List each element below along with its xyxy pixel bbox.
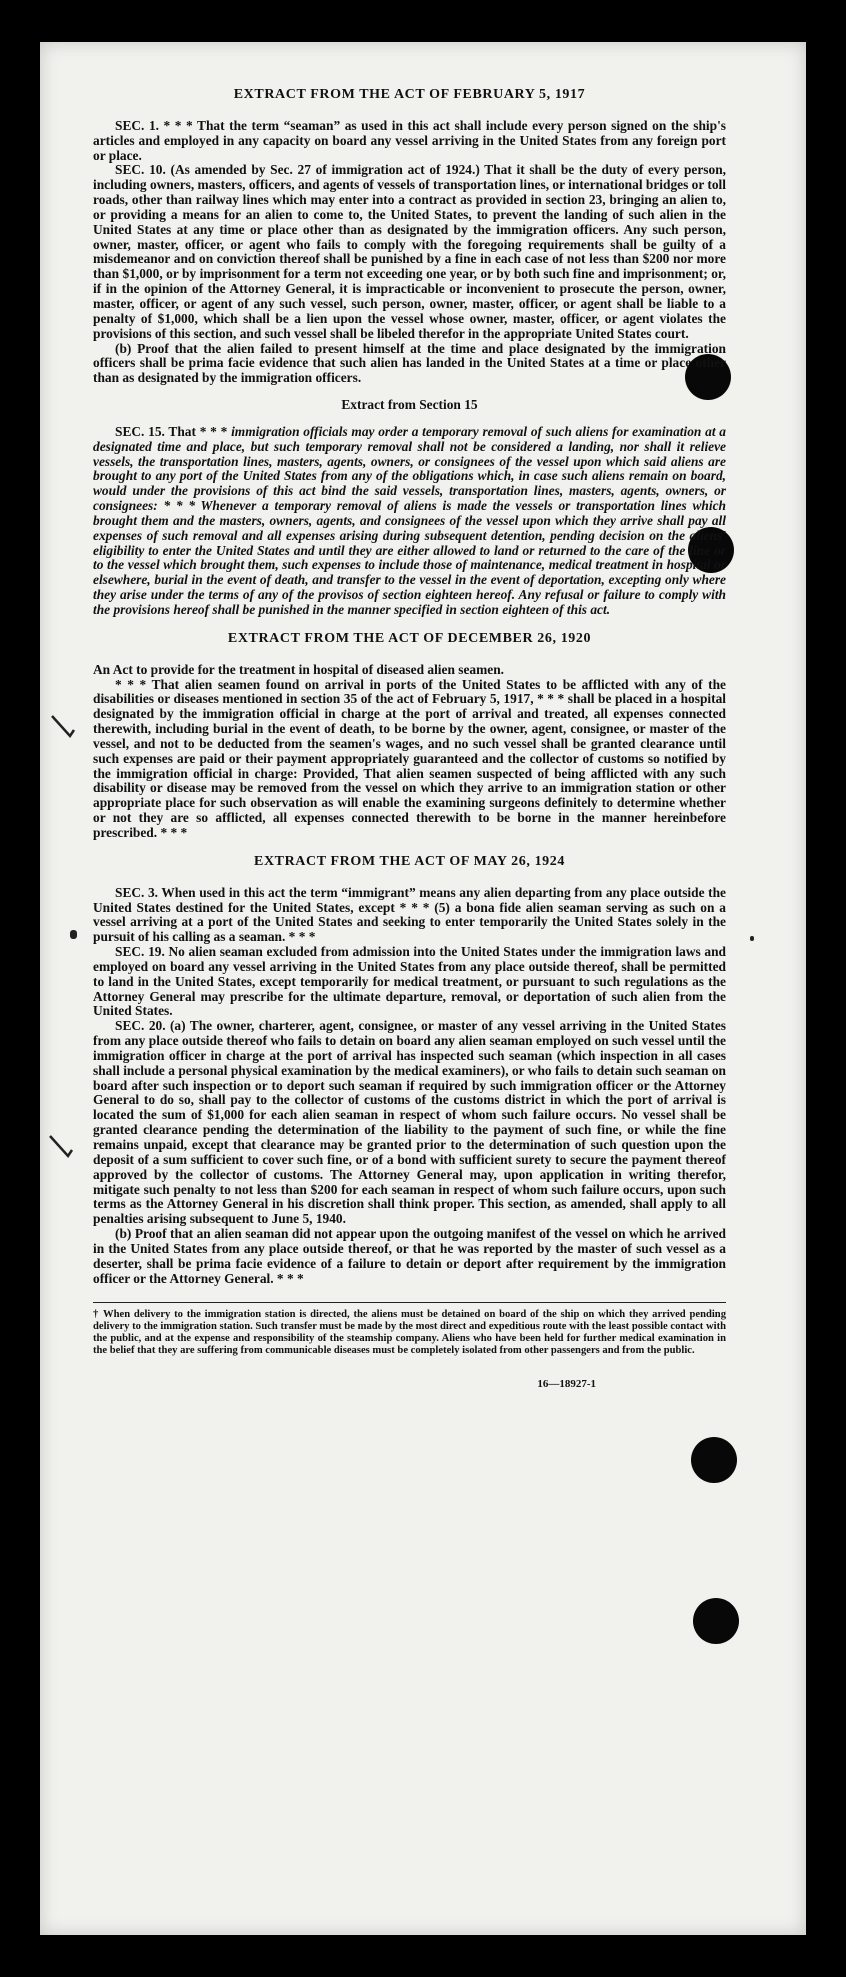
paragraph-1920-body: * * * That alien seamen found on arrival in ports of the United States to be afflicted with any of the disabilities or diseases mentioned in section 35 of the act of February 5, 1917, * * * shall be placed in a hospital designated by the immigration official in charge at the port of arrival and treated, all expenses connected therewith, including burial in the event of death, to be borne by the owner, agent, consignee, or master of the vessel, and not to be deducted from the seamen's wages, and no such vessel shall be granted clearance until such expenses are paid or their payment appropriately guaranteed and the collector of customs so notified by the immigration official in charge: Provided, That alien seamen suspected of being afflicted with any such disability or disease may be removed from the vessel on which they arrive to an immigration station or other appropriate place for such observation as will enable the examining surgeons definitely to determine whether or not they are so afflicted, all expenses connected therewith to be borne in the manner hereinbefore prescribed. * * * — [93, 676, 726, 840]
margin-mark — [750, 936, 754, 941]
margin-mark — [70, 930, 77, 939]
heading-act-1920: EXTRACT FROM THE ACT OF DECEMBER 26, 1920 — [227, 630, 592, 646]
sec-15-text: immigration officials may order a temporary removal of such aliens for examination at a designated time and place, but such temporary removal shall not be considered a landing, nor shall it relieve vessels, the transportation lines, masters, agents, owners, or consignees of the vessel upon which said aliens are brought to any port of the United States from any of the obligations which, in case such aliens remain on board, would under the provisions of this act bind the said vessels, transportation lines, masters, agents, owners, or consignees: * * * Whenever a temporary removal of aliens is made the vessels or transportation lines which brought them and the masters, owners, agents, and consignees of the vessel upon which they arrive shall pay all expenses of such removal and all expenses arising during subsequent detention, pending decision on the aliens' eligibility to enter the United States and until they are either allowed to land or returned to the care of the line or to the vessel which brought them, such expenses to include those of maintenance, medical treatment in hospital or elsewhere, burial in the event of death, and transfer to the vessel in the event of deportation, excepting only where they arise under the terms of any of the provisos of section eighteen hereof. Any refusal or failure to comply with the provisions hereof shall be punished in the manner specified in section eighteen of this act. — [93, 423, 726, 617]
paragraph-sec-20a: SEC. 20. (a) The owner, charterer, agent, consignee, or master of any vessel arriving in the United States from any place outside thereof who fails to detain on board any alien seaman employed on such vessel until the immigration officer in charge at the port of arrival has inspected such seaman (which inspection in all cases shall include a personal physical examination by the medical examiners), or who fails to detain such seaman on board after such inspection or to deport such seaman if required by such immigration officer or the Attorney General to do so, shall pay to the collector of customs of the customs district in which the port of arrival is located the sum of $1,000 for each alien seaman in respect of whom such failure occurs. No vessel shall be granted clearance pending the determination of the liability to the payment of such fine, or while the fine remains unpaid, except that clearance may be granted prior to the determination of such question upon the deposit of a sum sufficient to cover such fine, or of a bond with sufficient surety to secure the payment thereof approved by the collector of customs. The Attorney General may, upon application in writing therefor, mitigate such penalty to not less than $200 for each seaman in respect of whom such failure occurs, upon such terms as the Attorney General in his discretion shall think proper. This section, as amended, shall apply to all penalties arising subsequent to June 5, 1940. — [93, 1018, 726, 1227]
paragraph-1920-title: An Act to provide for the treatment in hospital of diseased alien seamen. — [93, 661, 505, 677]
footnote-divider — [93, 1302, 726, 1303]
margin-check-mark — [48, 1134, 76, 1164]
footnote: † When delivery to the immigration station is directed, the aliens must be detained on board of the ship on which they arrived pending delivery to the immigration station. Such transfer must be made by the most direct and expeditious route with the least possible contact with the public, and at the expense and responsibility of the steamship company. Aliens who have been held for further medical examination in the belief that they are suffering from communicable diseases must be completely isolated from other passengers and from the public. — [93, 1309, 726, 1357]
punch-hole — [691, 1437, 737, 1483]
paragraph-sec-1: SEC. 1. * * * That the term “seaman” as used in this act shall include every person signed on the ship's articles and employed in any capacity on board any vessel arriving in the United States from any foreign port or place. — [93, 117, 726, 163]
heading-act-1917: EXTRACT FROM THE ACT OF FEBRUARY 5, 1917 — [233, 87, 586, 102]
document-body — [93, 88, 726, 1392]
document-number: 16—18927-1 — [537, 1378, 596, 1391]
paragraph-sec-10: SEC. 10. (As amended by Sec. 27 of immigration act of 1924.) That it shall be the duty of every person, including owners, masters, officers, and agents of vessels of transportation lines, or international bridges or toll roads, other than railway lines which may enter into a contract as provided in section 23, bringing an alien to, or providing a means for an alien to come to, the United States, to prevent the landing of such alien in the United States at any time or place other than as designated by the immigration officers. Any such person, owner, master, officer, or agent who fails to comply with the foregoing requirements shall be guilty of a misdemeanor and on conviction thereof shall be punished by a fine in each case of not less than $200 nor more than $1,000, or by imprisonment for a term not exceeding one year, or by both such fine and imprisonment; or, if in the opinion of the Attorney General, it is impracticable or inconvenient to prosecute the person, owner, master, officer, or agent of any such vessel, such person, owner, master, officer, or agent shall be liable to a penalty of $1,000, which shall be a lien upon the vessel whose owner, master, officer, or agent violates the provisions of this section, and such vessel shall be libeled therefor in the appropriate United States court. — [93, 162, 726, 341]
punch-hole — [693, 1598, 739, 1644]
sec-15-lead: SEC. 15. That * * * — [115, 423, 228, 439]
paragraph-sec-20b: (b) Proof that an alien seaman did not appear upon the outgoing manifest of the vessel on which he arrived in the United States from any place outside thereof, or that he was reported by the master of such vessel as a deserter, shall be prima facie evidence of a failure to detain or deport after requirement by the immigration officer or the Attorney General. * * * — [93, 1226, 726, 1286]
margin-check-mark — [50, 714, 78, 744]
paragraph-sec-15 — [93, 425, 726, 618]
heading-act-1924: EXTRACT FROM THE ACT OF MAY 26, 1924 — [254, 853, 565, 869]
heading-section-15: Extract from Section 15 — [341, 397, 478, 413]
paragraph-sec-10b: (b) Proof that the alien failed to present himself at the time and place designated by the immigration officers shall be prima facie evidence that such alien has landed in the United States at a time or place other than as designated by the immigration officers. — [93, 340, 726, 386]
paragraph-sec-3: SEC. 3. When used in this act the term “immigrant” means any alien departing from any place outside the United States destined for the United States, except * * * (5) a bona fide alien seaman serving as such on a vessel arriving at a port of the United States and seeking to enter temporarily the United States solely in the pursuit of his calling as a seaman. * * * — [93, 884, 726, 945]
paragraph-sec-19: SEC. 19. No alien seaman excluded from admission into the United States under the immigration laws and employed on board any vessel arriving in the United States from any place outside thereof, shall be permitted to land in the United States, except temporarily for medical treatment, or pursuant to such regulations as the Attorney General may prescribe for the ultimate departure, removal, or deportation of such alien from the United States. — [93, 944, 726, 1019]
